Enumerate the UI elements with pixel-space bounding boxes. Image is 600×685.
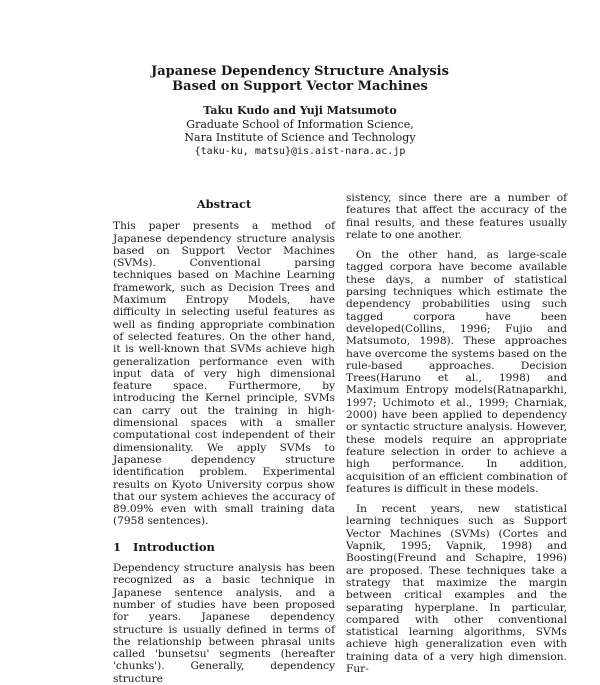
author-email: {taku-ku, matsu}@is.aist-nara.ac.jp [194, 145, 406, 157]
right-column [346, 192, 567, 675]
abstract-heading: Abstract [196, 197, 252, 211]
right-paragraph-1: sistency, since there are a number of features that affect the accuracy of the final results, and these features usually relate to one another. [346, 192, 567, 241]
right-paragraph-3: In recent years, new statistical learning techniques such as Support Vector Machines (SVMs) (Cortes and Vapnik, 1995; Vapnik, 1998) and Boosting(Freund and Schapire, 1996) are proposed. These techniques take a strategy that maximize the margin between critical examples and the separating hyperplane. In particular, compared with other conventional statistical learning algorithms, SVMs achieve high generalization even with training data of a very high dimension. Fur- [346, 503, 567, 675]
affiliation-line-2: Nara Institute of Science and Technology [184, 131, 416, 144]
right-paragraph-2: On the other hand, as large-scale tagged corpora have become available these days, a number of statistical parsing techniques which estimate the dependency probabilities using such tagged corpora have been developed(Collins, 1996; Fujio and Matsumoto, 1998). These approaches have overcome the systems based on the rule-based approaches. Decision Trees(Haruno et al., 1998) and Maximum Entropy models(Ratnaparkhi, 1997; Uchimoto et al., 1999; Charniak, 2000) have been applied to dependency or syntactic structure analysis. However, these models require an appropriate feature selection in order to achieve a high performance. In addition, acquisition of an efficient combination of features is difficult in these models. [346, 249, 567, 495]
title-line-2: Based on Support Vector Machines [172, 79, 428, 94]
paper-header [0, 64, 600, 158]
introduction-heading [113, 541, 335, 553]
section-number: 1 [113, 539, 122, 554]
author-names: Taku Kudo and Yuji Matsumoto [203, 104, 397, 117]
section-title: Introduction [133, 539, 215, 554]
title-line-1: Japanese Dependency Structure Analysis [151, 64, 449, 79]
introduction-text: Dependency structure analysis has been recognized as a basic technique in Japanese sentence analysis, and a number of studies have been proposed for years. Japanese dependency structure is usually defined in terms of the relationship between phrasal units called 'bunsetsu' segments (hereafter 'chunks'). Generally, dependency structure [113, 562, 335, 685]
author-block [0, 104, 600, 158]
paper-title [0, 64, 600, 94]
affiliation-line-1: Graduate School of Information Science, [186, 117, 414, 131]
abstract-text: This paper presents a method of Japanese dependency structure analysis based on Support Vector Machines (SVMs). Conventional parsing techniques based on Machine Learning framework, such as Decision Trees and Maximum Entropy Models, have difficulty in selecting useful features as well as finding appropriate combination of selected features. On the other hand, it is well-known that SVMs achieve high generalization performance even with input data of very high dimensional feature space. Furthermore, by introducing the Kernel principle, SVMs can carry out the training in high-dimensional spaces with a smaller computational cost independent of their dimensionality. We apply SVMs to Japanese dependency structure identification problem. Experimental results on Kyoto University corpus show that our system achieves the accuracy of 89.09% even with small training data (7958 sentences). [113, 220, 335, 528]
left-column [113, 198, 335, 685]
